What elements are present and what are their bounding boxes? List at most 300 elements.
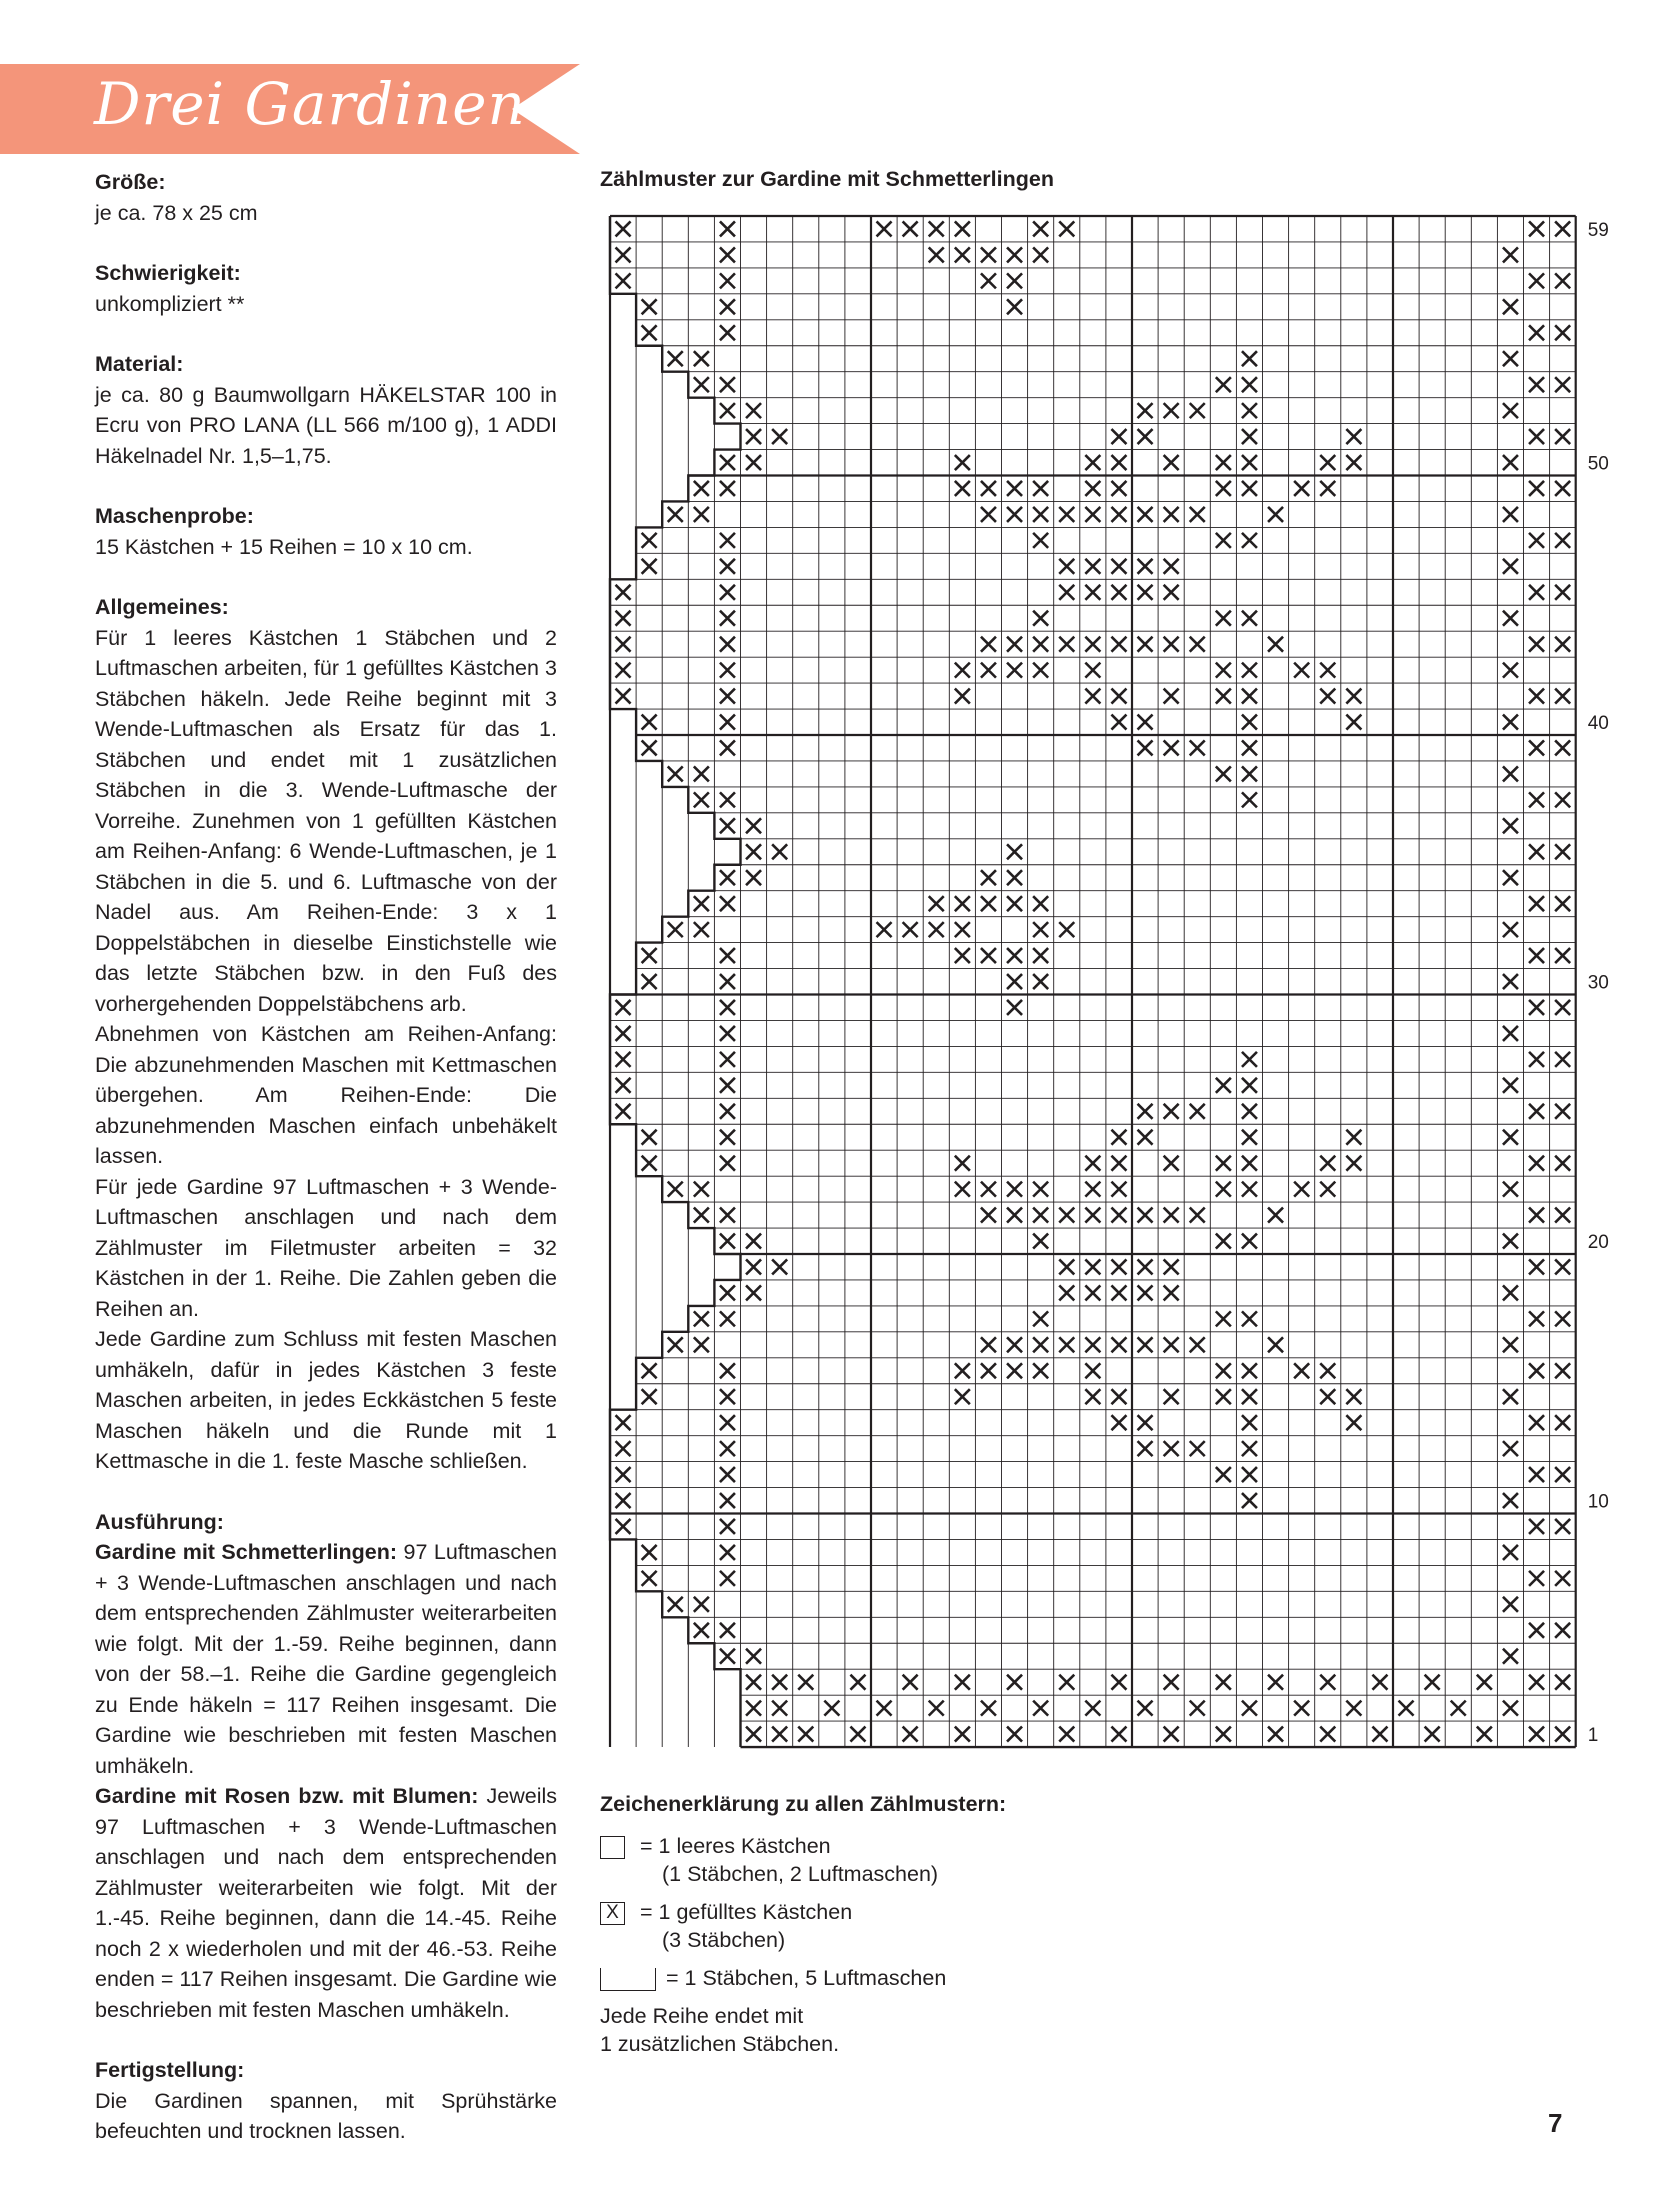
filled-cell-mark — [616, 273, 631, 288]
filled-cell-mark — [642, 1571, 657, 1586]
filled-cell-mark — [694, 351, 709, 366]
filled-cell-mark — [720, 689, 735, 704]
filled-cell-mark — [877, 1701, 892, 1716]
filled-cell-mark — [1346, 1130, 1361, 1145]
finishing-heading: Fertigstellung: — [95, 2058, 245, 2082]
filled-cell-mark — [1242, 1467, 1257, 1482]
filled-cell-mark — [720, 948, 735, 963]
filled-cell-mark — [694, 1597, 709, 1612]
filled-cell-mark — [746, 1285, 761, 1300]
filled-cell-mark — [1503, 1182, 1518, 1197]
legend-note-line2: 1 zusätzlichen Stäbchen. — [600, 2032, 840, 2056]
filled-cell-mark — [1216, 1078, 1231, 1093]
filled-cell-mark — [668, 351, 683, 366]
filled-cell-mark — [1138, 1441, 1153, 1456]
section-size — [95, 167, 557, 228]
filled-cell-mark — [1529, 1311, 1544, 1326]
section-finishing — [95, 2055, 557, 2147]
filled-cell-mark — [1111, 1259, 1126, 1274]
filled-cell-mark — [1268, 1675, 1283, 1690]
filled-cell-mark — [824, 1701, 839, 1716]
filled-cell-mark — [1190, 403, 1205, 418]
filled-cell-mark — [981, 1182, 996, 1197]
filled-cell-mark — [694, 1311, 709, 1326]
filled-cell-mark — [1503, 1545, 1518, 1560]
filled-cell-mark — [1503, 922, 1518, 937]
filled-cell-mark — [1138, 1337, 1153, 1352]
filled-cell-mark — [955, 221, 970, 236]
filled-cell-mark — [1216, 455, 1231, 470]
filled-cell-mark — [720, 1389, 735, 1404]
filled-cell-mark — [1242, 403, 1257, 418]
filled-cell-mark — [1242, 1311, 1257, 1326]
filled-cell-mark — [1242, 1234, 1257, 1249]
general-paragraph: Jede Gardine zum Schluss mit festen Maschen umhäkeln, dafür in jedes Kästchen 3 feste Maschen arbeiten, in jedes Eckkästchen 5 feste Maschen häkeln und die Runde mit 1 Kettmasche in die 1. feste Masche schließen. — [95, 1327, 557, 1473]
filled-cell-mark — [1529, 792, 1544, 807]
filled-cell-mark — [720, 403, 735, 418]
filled-cell-mark — [720, 740, 735, 755]
chart-edge — [610, 216, 741, 1747]
filled-cell-mark — [642, 948, 657, 963]
legend-empty-line2: (1 Stäbchen, 2 Luftmaschen) — [662, 1862, 939, 1886]
filled-cell-mark — [1216, 689, 1231, 704]
filled-cell-mark — [1529, 1104, 1544, 1119]
filled-cell-mark — [981, 1363, 996, 1378]
filled-cell-mark — [616, 1467, 631, 1482]
filled-cell-mark — [1503, 1026, 1518, 1041]
filled-cell-mark — [1372, 1727, 1387, 1742]
filled-cell-mark — [1007, 870, 1022, 885]
filled-cell-mark — [1294, 481, 1309, 496]
filled-cell-mark — [1242, 1363, 1257, 1378]
filled-cell-mark — [1033, 896, 1048, 911]
filled-cell-mark — [1451, 1701, 1466, 1716]
filled-cell-mark — [642, 1130, 657, 1145]
filled-cell-mark — [1242, 689, 1257, 704]
filled-cell-mark — [1059, 1675, 1074, 1690]
filled-cell-mark — [1503, 299, 1518, 314]
filled-cell-mark — [1111, 1156, 1126, 1171]
filled-cell-mark — [1425, 1727, 1440, 1742]
filled-cell-mark — [1529, 948, 1544, 963]
filled-cell-mark — [1085, 585, 1100, 600]
filled-cell-mark — [720, 663, 735, 678]
filled-cell-mark — [720, 299, 735, 314]
filled-cell-mark — [1529, 1519, 1544, 1534]
filled-cell-mark — [642, 1363, 657, 1378]
filled-cell-mark — [1242, 1701, 1257, 1716]
filled-cell-mark — [1294, 1363, 1309, 1378]
filled-cell-mark — [1503, 1493, 1518, 1508]
filled-cell-mark — [1503, 455, 1518, 470]
filled-cell-mark — [746, 1234, 761, 1249]
filled-cell-mark — [1529, 585, 1544, 600]
filled-cell-mark — [1164, 585, 1179, 600]
filled-cell-mark — [1190, 507, 1205, 522]
filled-cell-mark — [903, 1727, 918, 1742]
legend-wide — [600, 1964, 1100, 1992]
filled-cell-mark — [1216, 1727, 1231, 1742]
filled-cell-mark — [772, 844, 787, 859]
filled-cell-mark — [1529, 533, 1544, 548]
filled-cell-mark — [1033, 922, 1048, 937]
filled-cell-mark — [720, 559, 735, 574]
filled-cell-mark — [1555, 1000, 1570, 1015]
filled-cell-mark — [1216, 1156, 1231, 1171]
filled-cell-mark — [1268, 507, 1283, 522]
filled-cell-mark — [1555, 533, 1570, 548]
filled-cell-mark — [955, 663, 970, 678]
filled-cell-mark — [1190, 1208, 1205, 1223]
filled-cell-mark — [1268, 1727, 1283, 1742]
butterflies-label: Gardine mit Schmetterlingen: — [95, 1540, 398, 1564]
filled-cell-mark — [1164, 740, 1179, 755]
filled-cell-mark — [1529, 1000, 1544, 1015]
filled-cell-mark — [1503, 1597, 1518, 1612]
filled-cell-mark — [616, 689, 631, 704]
filled-cell-mark — [1111, 1727, 1126, 1742]
filled-cell-mark — [1503, 351, 1518, 366]
filled-cell-mark — [1085, 1337, 1100, 1352]
filled-cell-mark — [929, 247, 944, 262]
filled-cell-mark — [1216, 1467, 1231, 1482]
filled-cell-mark — [1164, 637, 1179, 652]
chart-grid — [610, 216, 1576, 1747]
filled-cell-mark — [720, 1234, 735, 1249]
filled-cell-mark — [1555, 429, 1570, 444]
filled-cell-mark — [1503, 818, 1518, 833]
filled-cell-mark — [720, 611, 735, 626]
filled-cell-mark — [1007, 1000, 1022, 1015]
chart-row-labels — [1588, 220, 1609, 1746]
filled-cell-mark — [1346, 715, 1361, 730]
filled-cell-mark — [1320, 663, 1335, 678]
filled-cell-mark — [1085, 1285, 1100, 1300]
filled-cell-mark — [1555, 896, 1570, 911]
general-paragraph: Abnehmen von Kästchen am Reihen-Anfang: Die abzunehmenden Maschen mit Kettmaschen übergehen. Am Reihen-Ende: Die abzunehmenden Maschen einfach unbehäkelt lassen. — [95, 1022, 557, 1168]
filled-cell-mark — [1425, 1675, 1440, 1690]
filled-cell-mark — [1138, 1130, 1153, 1145]
filled-cell-mark — [720, 247, 735, 262]
size-text: je ca. 78 x 25 cm — [95, 200, 258, 225]
page-number: 7 — [1548, 2108, 1563, 2138]
filled-cell-mark — [1033, 247, 1048, 262]
filled-cell-mark — [1138, 1104, 1153, 1119]
filled-cell-mark — [1555, 1208, 1570, 1223]
filled-cell-mark — [981, 481, 996, 496]
filled-cell-mark — [1164, 455, 1179, 470]
filled-cell-mark — [1164, 1104, 1179, 1119]
filled-cell-mark — [1529, 481, 1544, 496]
execution-roses — [95, 1781, 557, 2025]
finishing-text: Die Gardinen spannen, mit Sprühstärke befeuchten und trocknen lassen. — [95, 2088, 557, 2143]
filled-cell-mark — [1164, 1675, 1179, 1690]
filled-cell-mark — [720, 533, 735, 548]
filled-cell-mark — [1529, 1415, 1544, 1430]
filled-cell-mark — [1085, 1182, 1100, 1197]
filled-cell-mark — [1320, 455, 1335, 470]
filled-cell-mark — [1555, 1311, 1570, 1326]
filled-cell-mark — [642, 715, 657, 730]
filled-cell-mark — [616, 1415, 631, 1430]
filled-cell-mark — [694, 766, 709, 781]
filled-cell-mark — [1111, 507, 1126, 522]
filled-cell-mark — [981, 948, 996, 963]
filled-cell-mark — [1111, 585, 1126, 600]
filled-cell-mark — [1164, 1208, 1179, 1223]
filled-cell-mark — [616, 663, 631, 678]
legend-title: Zeichenerklärung zu allen Zählmustern: — [600, 1792, 1007, 1816]
filled-cell-mark — [616, 1052, 631, 1067]
filled-cell-mark — [955, 455, 970, 470]
instructions-column — [95, 167, 557, 2177]
filled-cell-mark — [1138, 559, 1153, 574]
filled-cell-mark — [1216, 1675, 1231, 1690]
filled-cell-mark — [1242, 351, 1257, 366]
filled-cell-mark — [1268, 1337, 1283, 1352]
filled-cell-mark — [1320, 689, 1335, 704]
filled-cell-mark — [1007, 1727, 1022, 1742]
filled-cell-mark — [1085, 1701, 1100, 1716]
filled-cell-mark — [616, 1493, 631, 1508]
filled-cell-mark — [1320, 1727, 1335, 1742]
filled-cell-mark — [642, 299, 657, 314]
filled-cell-mark — [616, 1441, 631, 1456]
filled-cell-mark — [1085, 1259, 1100, 1274]
filled-cell-mark — [1294, 1182, 1309, 1197]
row-label: 59 — [1587, 219, 1609, 241]
filled-cell-mark — [850, 1675, 865, 1690]
filled-cell-mark — [1111, 689, 1126, 704]
filled-cell-mark — [772, 1701, 787, 1716]
filled-cell-mark — [1320, 1389, 1335, 1404]
filled-cell-mark — [1111, 1182, 1126, 1197]
filled-cell-mark — [1007, 896, 1022, 911]
filled-cell-mark — [929, 896, 944, 911]
filled-cell-mark — [1138, 1415, 1153, 1430]
filled-cell-mark — [1085, 1208, 1100, 1223]
filled-cell-mark — [1216, 1363, 1231, 1378]
filled-cell-mark — [1529, 1052, 1544, 1067]
filled-cell-mark — [1294, 663, 1309, 678]
filled-cell-mark — [1059, 1337, 1074, 1352]
filled-cell-mark — [616, 221, 631, 236]
filled-cell-mark — [1007, 299, 1022, 314]
filled-cell-mark — [1085, 1156, 1100, 1171]
filled-cell-mark — [1033, 1182, 1048, 1197]
crochet-chart — [600, 210, 1609, 1750]
filled-cell-mark — [1033, 974, 1048, 989]
filled-cell-mark — [746, 844, 761, 859]
row-label: 50 — [1587, 453, 1609, 475]
filled-cell-mark — [1555, 481, 1570, 496]
filled-cell-mark — [694, 922, 709, 937]
filled-cell-mark — [694, 1208, 709, 1223]
filled-cell-mark — [1033, 1311, 1048, 1326]
filled-cell-mark — [1138, 1208, 1153, 1223]
filled-cell-mark — [1138, 403, 1153, 418]
wide-box-icon — [600, 1968, 656, 1991]
general-heading: Allgemeines: — [95, 595, 229, 619]
filled-cell-mark — [1529, 1259, 1544, 1274]
filled-cell-mark — [642, 1545, 657, 1560]
filled-cell-mark — [720, 1363, 735, 1378]
filled-cell-mark — [1033, 948, 1048, 963]
filled-cell-mark — [1059, 1259, 1074, 1274]
filled-cell-mark — [1138, 740, 1153, 755]
filled-cell-mark — [1007, 507, 1022, 522]
filled-cell-mark — [1555, 1363, 1570, 1378]
gauge-heading: Maschenprobe: — [95, 504, 254, 528]
filled-cell-mark — [1242, 455, 1257, 470]
filled-cell-mark — [981, 273, 996, 288]
filled-cell-mark — [1503, 1078, 1518, 1093]
filled-cell-mark — [1477, 1675, 1492, 1690]
filled-cell-mark — [720, 1493, 735, 1508]
filled-cell-mark — [1529, 1208, 1544, 1223]
filled-cell-mark — [981, 247, 996, 262]
filled-cell-mark — [1346, 1701, 1361, 1716]
filled-cell-mark — [642, 325, 657, 340]
filled-cell-mark — [746, 1701, 761, 1716]
filled-cell-mark — [1059, 1285, 1074, 1300]
filled-cell-mark — [1138, 429, 1153, 444]
filled-cell-mark — [746, 1675, 761, 1690]
filled-cell-mark — [720, 896, 735, 911]
filled-cell-mark — [1216, 377, 1231, 392]
filled-cell-mark — [1111, 1337, 1126, 1352]
filled-cell-mark — [1555, 792, 1570, 807]
filled-cell-mark — [1503, 663, 1518, 678]
filled-box-icon: X — [600, 1902, 625, 1925]
roses-label: Gardine mit Rosen bzw. mit Blumen: — [95, 1784, 479, 1808]
filled-cell-mark — [1007, 1337, 1022, 1352]
filled-cell-mark — [1503, 1701, 1518, 1716]
filled-cell-mark — [1059, 1208, 1074, 1223]
legend-filled-line1: = 1 gefülltes Kästchen — [640, 1900, 853, 1924]
filled-cell-mark — [668, 766, 683, 781]
filled-cell-mark — [1164, 1337, 1179, 1352]
filled-cell-mark — [1138, 585, 1153, 600]
filled-cell-mark — [981, 663, 996, 678]
filled-cell-mark — [616, 637, 631, 652]
filled-cell-mark — [1007, 1363, 1022, 1378]
filled-cell-mark — [1242, 1104, 1257, 1119]
filled-cell-mark — [1085, 507, 1100, 522]
filled-cell-mark — [1138, 637, 1153, 652]
section-execution — [95, 1507, 557, 2026]
filled-cell-mark — [981, 896, 996, 911]
filled-cell-mark — [1111, 715, 1126, 730]
filled-cell-mark — [1216, 533, 1231, 548]
filled-cell-mark — [1529, 689, 1544, 704]
filled-cell-mark — [720, 377, 735, 392]
filled-cell-mark — [720, 481, 735, 496]
filled-cell-mark — [1138, 715, 1153, 730]
filled-cell-mark — [1033, 1337, 1048, 1352]
filled-cell-mark — [720, 1208, 735, 1223]
filled-cell-mark — [1346, 1415, 1361, 1430]
filled-cell-mark — [746, 429, 761, 444]
filled-cell-mark — [720, 1156, 735, 1171]
filled-cell-mark — [720, 273, 735, 288]
filled-cell-mark — [1190, 1104, 1205, 1119]
filled-cell-mark — [1320, 1675, 1335, 1690]
filled-cell-mark — [1033, 611, 1048, 626]
filled-cell-mark — [616, 1078, 631, 1093]
filled-cell-mark — [1190, 1441, 1205, 1456]
filled-cell-mark — [1555, 844, 1570, 859]
filled-cell-mark — [1555, 1052, 1570, 1067]
filled-cell-mark — [720, 1052, 735, 1067]
filled-cell-mark — [1555, 325, 1570, 340]
filled-cell-mark — [720, 974, 735, 989]
filled-cell-mark — [1529, 1727, 1544, 1742]
filled-cell-mark — [955, 689, 970, 704]
butterflies-text: 97 Luftmaschen + 3 Wende-Luftmaschen anschlagen und nach dem entsprechenden Zählmuster weiterarbeiten wie folgt. Mit der 1.-59. Reihe beginnen, dann von der 58.–1. Reihe die Gardine gegengleich zu Ende häkeln = 117 Reihen insgesamt. Die Gardine wie beschrieben mit festen Maschen umhäkeln. — [95, 1540, 557, 1778]
filled-cell-mark — [1216, 663, 1231, 678]
filled-cell-mark — [720, 1441, 735, 1456]
filled-cell-mark — [1529, 740, 1544, 755]
filled-cell-mark — [1268, 637, 1283, 652]
filled-cell-mark — [616, 611, 631, 626]
filled-cell-mark — [1085, 1389, 1100, 1404]
filled-cell-mark — [1529, 1467, 1544, 1482]
filled-cell-mark — [1477, 1727, 1492, 1742]
filled-cell-mark — [720, 325, 735, 340]
filled-cell-mark — [929, 1701, 944, 1716]
roses-text: Jeweils 97 Luftmaschen + 3 Wende-Luftmaschen anschlagen und nach dem entsprechenden Zählmuster weiterarbeiten wie folgt. Mit der 1.-45. Reihe beginnen, dann die 14.-45. Reihe noch 2 x wiederholen und mit der 46.-53. Reihe enden = 117 Reihen insgesamt. Die Gardine wie beschrieben mit festen Maschen umhäkeln. — [95, 1784, 557, 2022]
filled-cell-mark — [1503, 1337, 1518, 1352]
filled-cell-mark — [720, 637, 735, 652]
filled-cell-mark — [1085, 455, 1100, 470]
row-label: 40 — [1587, 713, 1609, 735]
filled-cell-mark — [1503, 559, 1518, 574]
filled-cell-mark — [1555, 740, 1570, 755]
difficulty-heading: Schwierigkeit: — [95, 261, 241, 285]
filled-cell-mark — [1268, 1208, 1283, 1223]
filled-cell-mark — [668, 1182, 683, 1197]
filled-cell-mark — [668, 1597, 683, 1612]
filled-cell-mark — [1529, 1156, 1544, 1171]
filled-cell-mark — [694, 507, 709, 522]
filled-cell-mark — [955, 1156, 970, 1171]
filled-cell-mark — [1111, 1208, 1126, 1223]
filled-cell-mark — [1529, 1571, 1544, 1586]
filled-cell-mark — [1007, 247, 1022, 262]
execution-heading: Ausführung: — [95, 1509, 224, 1534]
filled-cell-mark — [720, 1104, 735, 1119]
filled-cell-mark — [720, 870, 735, 885]
filled-cell-mark — [772, 1727, 787, 1742]
filled-cell-mark — [1007, 974, 1022, 989]
filled-cell-mark — [903, 922, 918, 937]
filled-cell-mark — [668, 922, 683, 937]
filled-cell-mark — [720, 455, 735, 470]
filled-cell-mark — [694, 1182, 709, 1197]
section-general — [95, 592, 557, 1477]
filled-cell-mark — [1529, 1675, 1544, 1690]
filled-cell-mark — [720, 1026, 735, 1041]
filled-cell-mark — [1242, 1156, 1257, 1171]
filled-cell-mark — [1320, 481, 1335, 496]
legend — [600, 1790, 1100, 2058]
filled-cell-mark — [1503, 974, 1518, 989]
filled-cell-mark — [720, 1467, 735, 1482]
filled-cell-mark — [955, 948, 970, 963]
filled-cell-mark — [1294, 1701, 1309, 1716]
filled-cell-mark — [1399, 1701, 1414, 1716]
